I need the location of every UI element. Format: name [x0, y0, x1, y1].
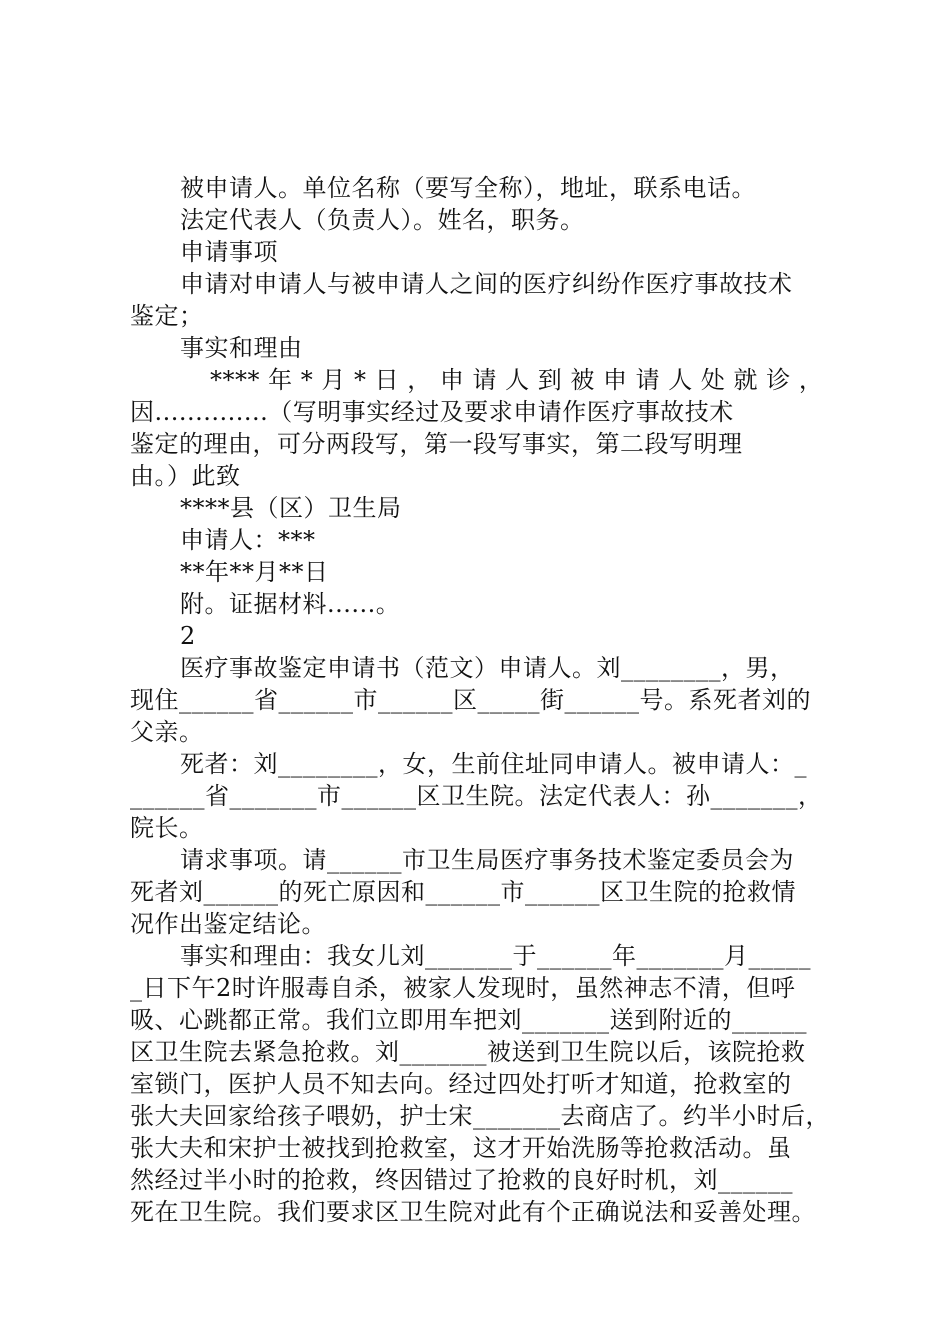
text-line: 法定代表人（负责人）。姓名，职务。 [180, 206, 585, 234]
text-line: 张大夫回家给孩子喂奶，护士宋_______去商店了。约半小时后， [130, 1102, 830, 1130]
text-line: 然经过半小时的抢救，终因错过了抢救的良好时机，刘______ [130, 1166, 793, 1194]
text-line: 现住______省______市______区_____街______号。系死者刘的 [130, 686, 811, 714]
section-heading: 申请事项 [180, 238, 278, 266]
text-line: 鉴定； [130, 302, 204, 330]
text-line: **** 年 * 月 * 日 ， 申 请 人 到 被 申 请 人 处 就 诊 ， [210, 366, 824, 394]
text-line: 鉴定的理由，可分两段写，第一段写事实，第二段写明理 [130, 430, 743, 458]
text-line: 事实和理由：我女儿刘_______于______年_______月_____ [180, 942, 811, 970]
text-line: 张大夫和宋护士被找到抢救室，这才开始洗肠等抢救活动。虽 [130, 1134, 792, 1162]
text-line: 死在卫生院。我们要求区卫生院对此有个正确说法和妥善处理。 [130, 1198, 816, 1226]
text-line: 况作出鉴定结论。 [130, 910, 326, 938]
text-line: 由。）此致 [130, 462, 241, 490]
document-body [130, 172, 850, 1228]
text-line: 申请对申请人与被申请人之间的医疗纠纷作医疗事故技术 [180, 270, 793, 298]
text-line: 室锁门，医护人员不知去向。经过四处打听才知道，抢救室的 [130, 1070, 792, 1098]
text-line: 因..............（写明事实经过及要求申请作医疗事故技术 [130, 398, 734, 426]
section-heading: 事实和理由 [180, 334, 303, 362]
recipient-line: ****县（区）卫生局 [180, 494, 402, 522]
text-line: 请求事项。请______市卫生局医疗事务技术鉴定委员会为 [180, 846, 794, 874]
section-number: 2 [180, 622, 196, 650]
text-line: 父亲。 [130, 718, 204, 746]
text-line: 死者：刘________，女，生前住址同申请人。被申请人：_ [180, 750, 807, 778]
date-line: **年**月**日 [180, 558, 329, 586]
text-line: _日下午2时许服毒自杀，被家人发现时，虽然神志不清，但呼 [130, 974, 796, 1002]
applicant-line: 申请人：*** [180, 526, 316, 554]
text-line: 区卫生院去紧急抢救。刘_______被送到卫生院以后，该院抢救 [130, 1038, 806, 1066]
text-line: 死者刘______的死亡原因和______市______区卫生院的抢救情 [130, 878, 796, 906]
text-line: 被申请人。单位名称（要写全称），地址，联系电话。 [180, 174, 756, 202]
attachment-line: 附。证据材料......。 [180, 590, 401, 618]
text-line: 吸、心跳都正常。我们立即用车把刘_______送到附近的______ [130, 1006, 807, 1034]
text-line: ______省_______市______区卫生院。法定代表人：孙_______， [130, 782, 823, 810]
text-line: 医疗事故鉴定申请书（范文）申请人。刘________，男， [180, 654, 795, 682]
text-line: 院长。 [130, 814, 204, 842]
